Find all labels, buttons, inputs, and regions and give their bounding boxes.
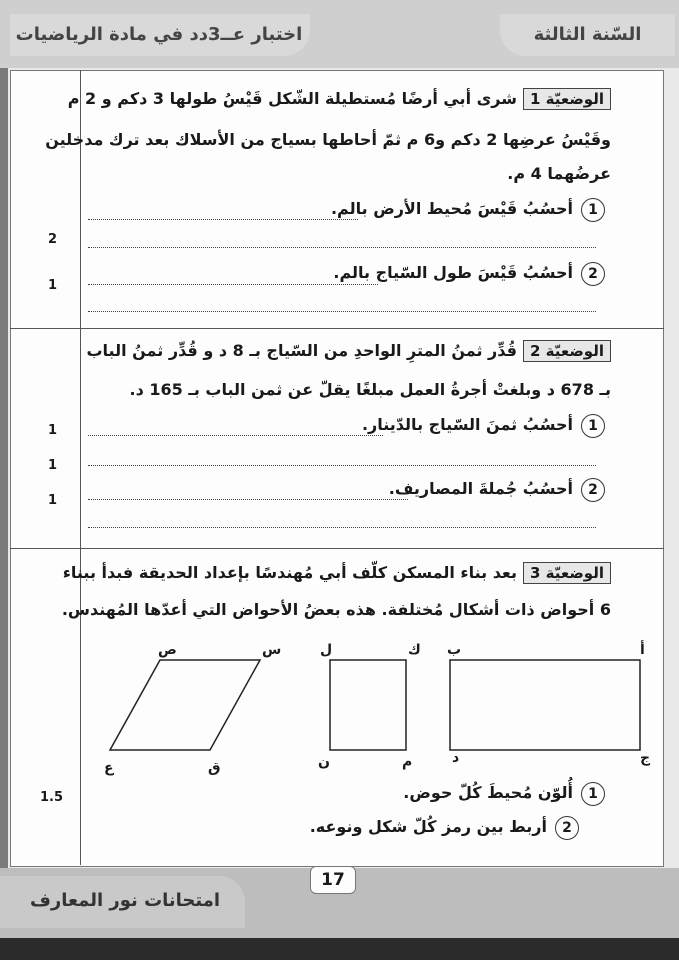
grade-title: السّنة الثالثة (533, 24, 642, 45)
answer-line[interactable] (88, 498, 408, 500)
score-mark: 2 (48, 232, 58, 247)
situation3-line1: الوضعيّة 3بعد بناء المسكن كلّف أبي مُهندسًا بإعداد الحديقة فبدأ ببناء (63, 562, 611, 584)
answer-line[interactable] (88, 283, 378, 285)
question-number: 1 (581, 414, 605, 438)
situation2-question1: 1أحسُبُ ثمنَ السّياج بالدّينار. (362, 414, 605, 438)
shapes-figure (100, 650, 660, 780)
score-mark: 1 (48, 458, 58, 473)
answer-line[interactable] (88, 526, 596, 528)
vertex-label: س (262, 642, 282, 658)
left-rail (0, 68, 8, 868)
situation3-label: الوضعيّة 3 (523, 562, 611, 584)
situation2-label: الوضعيّة 2 (523, 340, 611, 362)
question-number: 2 (581, 262, 605, 286)
situation3-line2: 6 أحواض ذات أشكال مُختلفة. هذه بعضُ الأحواض التي أعدّها المُهندس. (61, 600, 611, 619)
vertex-label: د (452, 750, 460, 766)
situation1-line2: وقَيْسُ عرضِها 2 دكم و6 م ثمّ أحاطها بسياج من الأسلاك بعد ترك مدخلين (45, 130, 611, 149)
vertex-label: ص (158, 642, 177, 658)
situation2-line2: بـ 678 د وبلغتْ أجرةُ العمل مبلغًا يقلّ عن ثمن الباب بـ 165 د. (129, 380, 611, 399)
bottom-edge (0, 938, 679, 960)
situation2-line1: الوضعيّة 2قُدِّر ثمنُ المترِ الواحدِ من السّياج بـ 8 د و قُدِّر ثمنُ الباب (86, 340, 611, 362)
situation2-question2: 2أحسُبُ جُملةَ المصاريف. (389, 478, 605, 502)
situation1-question1: 1أحسُبُ قَيْسَ مُحيط الأرض بالم. (331, 198, 605, 222)
question-number: 1 (581, 782, 605, 806)
vertex-label: ن (318, 754, 330, 770)
score-mark: 1 (48, 423, 58, 438)
score-column-divider (80, 70, 81, 865)
vertex-label: ج (640, 750, 651, 766)
vertex-label: ل (320, 642, 333, 658)
answer-line[interactable] (88, 218, 358, 220)
situation1-label: الوضعيّة 1 (523, 88, 611, 110)
rectangle-shape (450, 660, 640, 750)
section-divider (10, 548, 664, 549)
score-mark: 1 (48, 278, 58, 293)
situation1-line1: الوضعيّة 1شرى أبي أرضًا مُستطيلة الشّكل قَيْسُ طولها 3 دكم و 2 م (68, 88, 611, 110)
exam-title: اختبار عــ3دد في مادة الرياضيات (15, 24, 303, 45)
answer-line[interactable] (88, 434, 383, 436)
answer-line[interactable] (88, 310, 596, 312)
question-number: 1 (581, 198, 605, 222)
answer-line[interactable] (88, 464, 596, 466)
vertex-label: ق (208, 760, 221, 776)
answer-line[interactable] (88, 246, 596, 248)
situation3-question2: 2أربط بين رمز كُلّ شكل ونوعه. (310, 816, 579, 840)
vertex-label: ك (408, 642, 421, 658)
parallelogram-shape (110, 660, 260, 750)
situation3-question1: 1أُلوّن مُحيطَ كُلّ حوض. (403, 782, 605, 806)
score-mark: 1.5 (40, 790, 64, 805)
situation1-question2: 2أحسُبُ قَيْسَ طول السّياج بالم. (333, 262, 605, 286)
score-mark: 1 (48, 493, 58, 508)
square-shape (330, 660, 406, 750)
situation1-line3: عرضُهما 4 م. (507, 164, 611, 183)
question-number: 2 (555, 816, 579, 840)
section-divider (10, 328, 664, 329)
vertex-label: م (402, 754, 413, 770)
vertex-label: ب (447, 642, 462, 658)
publisher-name: امتحانات نور المعارف (29, 890, 221, 911)
question-number: 2 (581, 478, 605, 502)
vertex-label: ع (104, 760, 114, 776)
page-header (0, 0, 679, 68)
vertex-label: أ (640, 642, 645, 658)
page-number: 17 (310, 866, 356, 894)
